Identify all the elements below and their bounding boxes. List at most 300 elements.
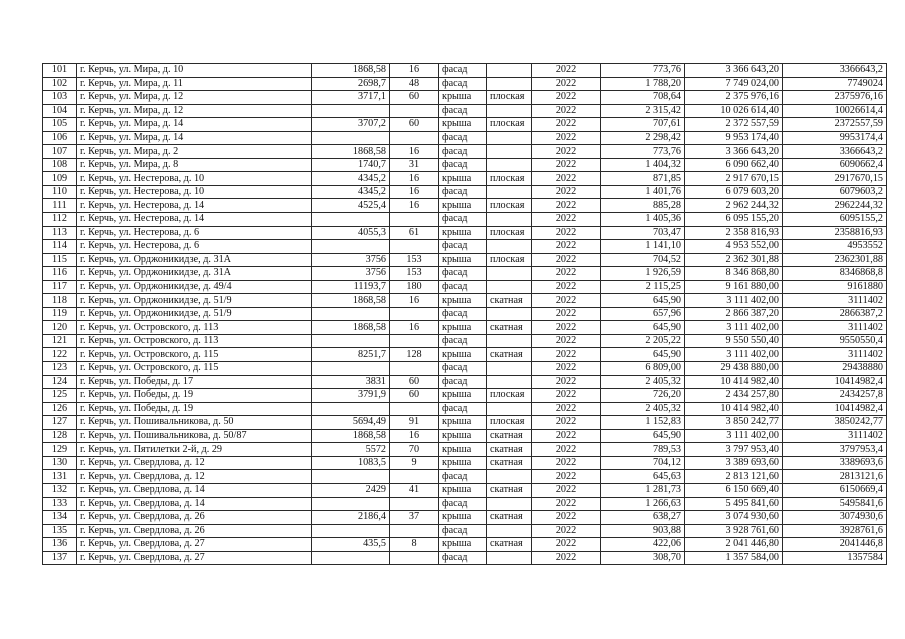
final-cost-cell: 2434257,8 — [783, 389, 887, 403]
row-number-cell: 115 — [43, 253, 77, 267]
year-cell: 2022 — [532, 348, 601, 362]
unit-cost-cell: 2 298,42 — [601, 131, 685, 145]
element-cell: фасад — [439, 64, 487, 78]
total-cost-cell: 3 928 761,60 — [685, 524, 783, 538]
repair-register-table — [42, 63, 887, 565]
unit-cost-cell: 645,90 — [601, 321, 685, 335]
unit-cost-cell: 645,63 — [601, 470, 685, 484]
table-row — [43, 104, 887, 118]
area-cell: 1740,7 — [312, 158, 390, 172]
total-cost-cell: 2 372 557,59 — [685, 118, 783, 132]
year-cell: 2022 — [532, 334, 601, 348]
area-cell — [312, 497, 390, 511]
area-cell: 4525,4 — [312, 199, 390, 213]
unit-cost-cell: 1 141,10 — [601, 240, 685, 254]
total-cost-cell: 6 095 155,20 — [685, 213, 783, 227]
table-row — [43, 91, 887, 105]
row-number-cell: 108 — [43, 158, 77, 172]
address-cell: г. Керчь, ул. Мира, д. 12 — [77, 91, 312, 105]
element-cell: фасад — [439, 240, 487, 254]
area-cell: 11193,7 — [312, 280, 390, 294]
row-number-cell: 106 — [43, 131, 77, 145]
element-cell: фасад — [439, 280, 487, 294]
address-cell: г. Керчь, ул. Свердлова, д. 26 — [77, 511, 312, 525]
row-number-cell: 134 — [43, 511, 77, 525]
unit-cost-cell: 789,53 — [601, 443, 685, 457]
roof-type-cell: скатная — [487, 348, 532, 362]
year-cell: 2022 — [532, 131, 601, 145]
final-cost-cell: 3366643,2 — [783, 64, 887, 78]
total-cost-cell: 2 358 816,93 — [685, 226, 783, 240]
address-cell: г. Керчь, ул. Островского, д. 113 — [77, 334, 312, 348]
year-cell: 2022 — [532, 199, 601, 213]
unit-cost-cell: 703,47 — [601, 226, 685, 240]
row-number-cell: 133 — [43, 497, 77, 511]
final-cost-cell: 3928761,6 — [783, 524, 887, 538]
roof-type-cell — [487, 64, 532, 78]
year-cell: 2022 — [532, 416, 601, 430]
address-cell: г. Керчь, ул. Орджоникидзе, д. 51/9 — [77, 307, 312, 321]
address-cell: г. Керчь, ул. Свердлова, д. 12 — [77, 456, 312, 470]
element-cell: фасад — [439, 497, 487, 511]
total-cost-cell: 3 366 643,20 — [685, 145, 783, 159]
unit-cost-cell: 773,76 — [601, 145, 685, 159]
final-cost-cell: 9161880 — [783, 280, 887, 294]
element-cell: крыша — [439, 253, 487, 267]
final-cost-cell: 2813121,6 — [783, 470, 887, 484]
year-cell: 2022 — [532, 226, 601, 240]
apartments-cell: 60 — [390, 118, 439, 132]
apartments-cell: 16 — [390, 185, 439, 199]
address-cell: г. Керчь, ул. Пятилетки 2-й, д. 29 — [77, 443, 312, 457]
apartments-cell — [390, 240, 439, 254]
apartments-cell: 91 — [390, 416, 439, 430]
unit-cost-cell: 638,27 — [601, 511, 685, 525]
final-cost-cell: 10026614,4 — [783, 104, 887, 118]
total-cost-cell: 4 953 552,00 — [685, 240, 783, 254]
table-row — [43, 483, 887, 497]
year-cell: 2022 — [532, 240, 601, 254]
apartments-cell: 16 — [390, 294, 439, 308]
year-cell: 2022 — [532, 307, 601, 321]
element-cell: крыша — [439, 348, 487, 362]
final-cost-cell: 4953552 — [783, 240, 887, 254]
address-cell: г. Керчь, ул. Свердлова, д. 26 — [77, 524, 312, 538]
area-cell: 3756 — [312, 253, 390, 267]
element-cell: фасад — [439, 131, 487, 145]
area-cell — [312, 240, 390, 254]
address-cell: г. Керчь, ул. Победы, д. 19 — [77, 402, 312, 416]
apartments-cell — [390, 104, 439, 118]
area-cell: 4345,2 — [312, 185, 390, 199]
year-cell: 2022 — [532, 91, 601, 105]
area-cell: 1083,5 — [312, 456, 390, 470]
unit-cost-cell: 1 281,73 — [601, 483, 685, 497]
element-cell: крыша — [439, 226, 487, 240]
table-row — [43, 294, 887, 308]
apartments-cell: 60 — [390, 91, 439, 105]
total-cost-cell: 10 414 982,40 — [685, 402, 783, 416]
roof-type-cell: скатная — [487, 483, 532, 497]
final-cost-cell: 3797953,4 — [783, 443, 887, 457]
apartments-cell — [390, 334, 439, 348]
area-cell — [312, 551, 390, 565]
year-cell: 2022 — [532, 443, 601, 457]
element-cell: фасад — [439, 213, 487, 227]
final-cost-cell: 6090662,4 — [783, 158, 887, 172]
final-cost-cell: 5495841,6 — [783, 497, 887, 511]
apartments-cell: 16 — [390, 145, 439, 159]
area-cell — [312, 402, 390, 416]
element-cell: крыша — [439, 294, 487, 308]
element-cell: фасад — [439, 334, 487, 348]
roof-type-cell: плоская — [487, 226, 532, 240]
area-cell: 2186,4 — [312, 511, 390, 525]
element-cell: фасад — [439, 362, 487, 376]
total-cost-cell: 8 346 868,80 — [685, 267, 783, 281]
table-row — [43, 402, 887, 416]
row-number-cell: 116 — [43, 267, 77, 281]
table-row — [43, 158, 887, 172]
area-cell: 4345,2 — [312, 172, 390, 186]
apartments-cell: 16 — [390, 199, 439, 213]
address-cell: г. Керчь, ул. Пошивальникова, д. 50/87 — [77, 429, 312, 443]
element-cell: крыша — [439, 416, 487, 430]
row-number-cell: 117 — [43, 280, 77, 294]
unit-cost-cell: 308,70 — [601, 551, 685, 565]
final-cost-cell: 6079603,2 — [783, 185, 887, 199]
element-cell: крыша — [439, 443, 487, 457]
element-cell: крыша — [439, 456, 487, 470]
area-cell: 1868,58 — [312, 294, 390, 308]
year-cell: 2022 — [532, 538, 601, 552]
apartments-cell: 60 — [390, 375, 439, 389]
element-cell: фасад — [439, 77, 487, 91]
year-cell: 2022 — [532, 375, 601, 389]
total-cost-cell: 1 357 584,00 — [685, 551, 783, 565]
area-cell: 3831 — [312, 375, 390, 389]
total-cost-cell: 3 111 402,00 — [685, 429, 783, 443]
total-cost-cell: 3 074 930,60 — [685, 511, 783, 525]
final-cost-cell: 6095155,2 — [783, 213, 887, 227]
final-cost-cell: 2866387,2 — [783, 307, 887, 321]
address-cell: г. Керчь, ул. Островского, д. 115 — [77, 348, 312, 362]
final-cost-cell: 10414982,4 — [783, 402, 887, 416]
table-row — [43, 362, 887, 376]
year-cell: 2022 — [532, 253, 601, 267]
element-cell: фасад — [439, 158, 487, 172]
unit-cost-cell: 704,12 — [601, 456, 685, 470]
row-number-cell: 123 — [43, 362, 77, 376]
final-cost-cell: 3111402 — [783, 348, 887, 362]
apartments-cell: 16 — [390, 321, 439, 335]
address-cell: г. Керчь, ул. Мира, д. 14 — [77, 131, 312, 145]
total-cost-cell: 3 111 402,00 — [685, 348, 783, 362]
row-number-cell: 127 — [43, 416, 77, 430]
address-cell: г. Керчь, ул. Орджоникидзе, д. 31А — [77, 267, 312, 281]
total-cost-cell: 2 962 244,32 — [685, 199, 783, 213]
element-cell: фасад — [439, 375, 487, 389]
row-number-cell: 124 — [43, 375, 77, 389]
roof-type-cell — [487, 402, 532, 416]
row-number-cell: 118 — [43, 294, 77, 308]
row-number-cell: 113 — [43, 226, 77, 240]
roof-type-cell: скатная — [487, 538, 532, 552]
address-cell: г. Керчь, ул. Островского, д. 113 — [77, 321, 312, 335]
final-cost-cell: 2362301,88 — [783, 253, 887, 267]
roof-type-cell — [487, 362, 532, 376]
year-cell: 2022 — [532, 497, 601, 511]
table-body — [43, 64, 887, 565]
final-cost-cell: 9953174,4 — [783, 131, 887, 145]
area-cell — [312, 213, 390, 227]
address-cell: г. Керчь, ул. Орджоникидзе, д. 31А — [77, 253, 312, 267]
final-cost-cell: 3111402 — [783, 294, 887, 308]
table-row — [43, 348, 887, 362]
unit-cost-cell: 2 115,25 — [601, 280, 685, 294]
area-cell — [312, 470, 390, 484]
roof-type-cell — [487, 77, 532, 91]
table-row — [43, 226, 887, 240]
address-cell: г. Керчь, ул. Свердлова, д. 14 — [77, 483, 312, 497]
year-cell: 2022 — [532, 511, 601, 525]
apartments-cell — [390, 402, 439, 416]
total-cost-cell: 6 079 603,20 — [685, 185, 783, 199]
total-cost-cell: 3 797 953,40 — [685, 443, 783, 457]
address-cell: г. Керчь, ул. Свердлова, д. 27 — [77, 538, 312, 552]
unit-cost-cell: 1 266,63 — [601, 497, 685, 511]
roof-type-cell: скатная — [487, 443, 532, 457]
row-number-cell: 132 — [43, 483, 77, 497]
row-number-cell: 111 — [43, 199, 77, 213]
total-cost-cell: 9 953 174,40 — [685, 131, 783, 145]
address-cell: г. Керчь, ул. Свердлова, д. 27 — [77, 551, 312, 565]
table-row — [43, 131, 887, 145]
area-cell — [312, 307, 390, 321]
roof-type-cell — [487, 524, 532, 538]
unit-cost-cell: 708,64 — [601, 91, 685, 105]
row-number-cell: 104 — [43, 104, 77, 118]
table-row — [43, 213, 887, 227]
address-cell: г. Керчь, ул. Орджоникидзе, д. 49/4 — [77, 280, 312, 294]
unit-cost-cell: 885,28 — [601, 199, 685, 213]
roof-type-cell: плоская — [487, 91, 532, 105]
table-row — [43, 524, 887, 538]
apartments-cell: 153 — [390, 253, 439, 267]
row-number-cell: 119 — [43, 307, 77, 321]
final-cost-cell: 3074930,6 — [783, 511, 887, 525]
row-number-cell: 136 — [43, 538, 77, 552]
year-cell: 2022 — [532, 118, 601, 132]
roof-type-cell — [487, 185, 532, 199]
roof-type-cell: скатная — [487, 511, 532, 525]
roof-type-cell: плоская — [487, 389, 532, 403]
table-row — [43, 429, 887, 443]
unit-cost-cell: 645,90 — [601, 294, 685, 308]
year-cell: 2022 — [532, 429, 601, 443]
address-cell: г. Керчь, ул. Мира, д. 8 — [77, 158, 312, 172]
table-row — [43, 64, 887, 78]
address-cell: г. Керчь, ул. Свердлова, д. 12 — [77, 470, 312, 484]
apartments-cell: 153 — [390, 267, 439, 281]
apartments-cell — [390, 497, 439, 511]
roof-type-cell — [487, 267, 532, 281]
apartments-cell — [390, 362, 439, 376]
final-cost-cell: 2041446,8 — [783, 538, 887, 552]
final-cost-cell: 3366643,2 — [783, 145, 887, 159]
row-number-cell: 110 — [43, 185, 77, 199]
roof-type-cell: скатная — [487, 294, 532, 308]
total-cost-cell: 2 434 257,80 — [685, 389, 783, 403]
apartments-cell — [390, 470, 439, 484]
element-cell: крыша — [439, 429, 487, 443]
roof-type-cell — [487, 145, 532, 159]
year-cell: 2022 — [532, 77, 601, 91]
element-cell: фасад — [439, 307, 487, 321]
table-row — [43, 77, 887, 91]
roof-type-cell: скатная — [487, 456, 532, 470]
address-cell: г. Керчь, ул. Победы, д. 17 — [77, 375, 312, 389]
table-row — [43, 307, 887, 321]
year-cell: 2022 — [532, 524, 601, 538]
element-cell: крыша — [439, 321, 487, 335]
roof-type-cell: плоская — [487, 416, 532, 430]
area-cell: 3756 — [312, 267, 390, 281]
address-cell: г. Керчь, ул. Мира, д. 12 — [77, 104, 312, 118]
year-cell: 2022 — [532, 389, 601, 403]
unit-cost-cell: 903,88 — [601, 524, 685, 538]
table-row — [43, 145, 887, 159]
apartments-cell: 60 — [390, 389, 439, 403]
row-number-cell: 102 — [43, 77, 77, 91]
row-number-cell: 101 — [43, 64, 77, 78]
unit-cost-cell: 1 405,36 — [601, 213, 685, 227]
apartments-cell: 180 — [390, 280, 439, 294]
row-number-cell: 125 — [43, 389, 77, 403]
table-row — [43, 253, 887, 267]
year-cell: 2022 — [532, 321, 601, 335]
year-cell: 2022 — [532, 551, 601, 565]
apartments-cell — [390, 551, 439, 565]
unit-cost-cell: 707,61 — [601, 118, 685, 132]
area-cell: 2429 — [312, 483, 390, 497]
total-cost-cell: 2 362 301,88 — [685, 253, 783, 267]
year-cell: 2022 — [532, 145, 601, 159]
final-cost-cell: 2962244,32 — [783, 199, 887, 213]
area-cell: 8251,7 — [312, 348, 390, 362]
table-row — [43, 538, 887, 552]
apartments-cell: 8 — [390, 538, 439, 552]
element-cell: крыша — [439, 538, 487, 552]
area-cell — [312, 524, 390, 538]
total-cost-cell: 10 026 614,40 — [685, 104, 783, 118]
area-cell — [312, 334, 390, 348]
final-cost-cell: 2358816,93 — [783, 226, 887, 240]
unit-cost-cell: 2 205,22 — [601, 334, 685, 348]
total-cost-cell: 6 090 662,40 — [685, 158, 783, 172]
area-cell: 435,5 — [312, 538, 390, 552]
final-cost-cell: 3111402 — [783, 429, 887, 443]
table-row — [43, 321, 887, 335]
apartments-cell: 16 — [390, 64, 439, 78]
address-cell: г. Керчь, ул. Мира, д. 2 — [77, 145, 312, 159]
address-cell: г. Керчь, ул. Пошивальникова, д. 50 — [77, 416, 312, 430]
element-cell: крыша — [439, 118, 487, 132]
address-cell: г. Керчь, ул. Мира, д. 10 — [77, 64, 312, 78]
address-cell: г. Керчь, ул. Мира, д. 14 — [77, 118, 312, 132]
apartments-cell: 128 — [390, 348, 439, 362]
total-cost-cell: 2 375 976,16 — [685, 91, 783, 105]
total-cost-cell: 6 150 669,40 — [685, 483, 783, 497]
apartments-cell: 70 — [390, 443, 439, 457]
unit-cost-cell: 726,20 — [601, 389, 685, 403]
unit-cost-cell: 1 404,32 — [601, 158, 685, 172]
year-cell: 2022 — [532, 185, 601, 199]
area-cell: 3791,9 — [312, 389, 390, 403]
total-cost-cell: 2 866 387,20 — [685, 307, 783, 321]
apartments-cell — [390, 213, 439, 227]
roof-type-cell — [487, 280, 532, 294]
address-cell: г. Керчь, ул. Нестерова, д. 10 — [77, 185, 312, 199]
element-cell: крыша — [439, 511, 487, 525]
apartments-cell: 61 — [390, 226, 439, 240]
year-cell: 2022 — [532, 213, 601, 227]
row-number-cell: 128 — [43, 429, 77, 443]
row-number-cell: 105 — [43, 118, 77, 132]
area-cell: 5694,49 — [312, 416, 390, 430]
roof-type-cell — [487, 470, 532, 484]
table-row — [43, 470, 887, 484]
table-row — [43, 497, 887, 511]
element-cell: фасад — [439, 402, 487, 416]
table-row — [43, 334, 887, 348]
total-cost-cell: 3 850 242,77 — [685, 416, 783, 430]
year-cell: 2022 — [532, 470, 601, 484]
final-cost-cell: 10414982,4 — [783, 375, 887, 389]
year-cell: 2022 — [532, 104, 601, 118]
element-cell: крыша — [439, 91, 487, 105]
unit-cost-cell: 773,76 — [601, 64, 685, 78]
total-cost-cell: 3 111 402,00 — [685, 294, 783, 308]
final-cost-cell: 6150669,4 — [783, 483, 887, 497]
area-cell: 3707,2 — [312, 118, 390, 132]
total-cost-cell: 2 041 446,80 — [685, 538, 783, 552]
table-row — [43, 172, 887, 186]
final-cost-cell: 3111402 — [783, 321, 887, 335]
apartments-cell — [390, 131, 439, 145]
row-number-cell: 122 — [43, 348, 77, 362]
element-cell: крыша — [439, 199, 487, 213]
table-row — [43, 267, 887, 281]
area-cell: 1868,58 — [312, 321, 390, 335]
final-cost-cell: 7749024 — [783, 77, 887, 91]
total-cost-cell: 5 495 841,60 — [685, 497, 783, 511]
table-row — [43, 185, 887, 199]
unit-cost-cell: 6 809,00 — [601, 362, 685, 376]
roof-type-cell: скатная — [487, 429, 532, 443]
roof-type-cell — [487, 131, 532, 145]
final-cost-cell: 2372557,59 — [783, 118, 887, 132]
total-cost-cell: 9 161 880,00 — [685, 280, 783, 294]
total-cost-cell: 7 749 024,00 — [685, 77, 783, 91]
year-cell: 2022 — [532, 362, 601, 376]
apartments-cell: 41 — [390, 483, 439, 497]
table-row — [43, 511, 887, 525]
row-number-cell: 121 — [43, 334, 77, 348]
address-cell: г. Керчь, ул. Нестерова, д. 14 — [77, 199, 312, 213]
apartments-cell: 16 — [390, 429, 439, 443]
address-cell: г. Керчь, ул. Орджоникидзе, д. 51/9 — [77, 294, 312, 308]
